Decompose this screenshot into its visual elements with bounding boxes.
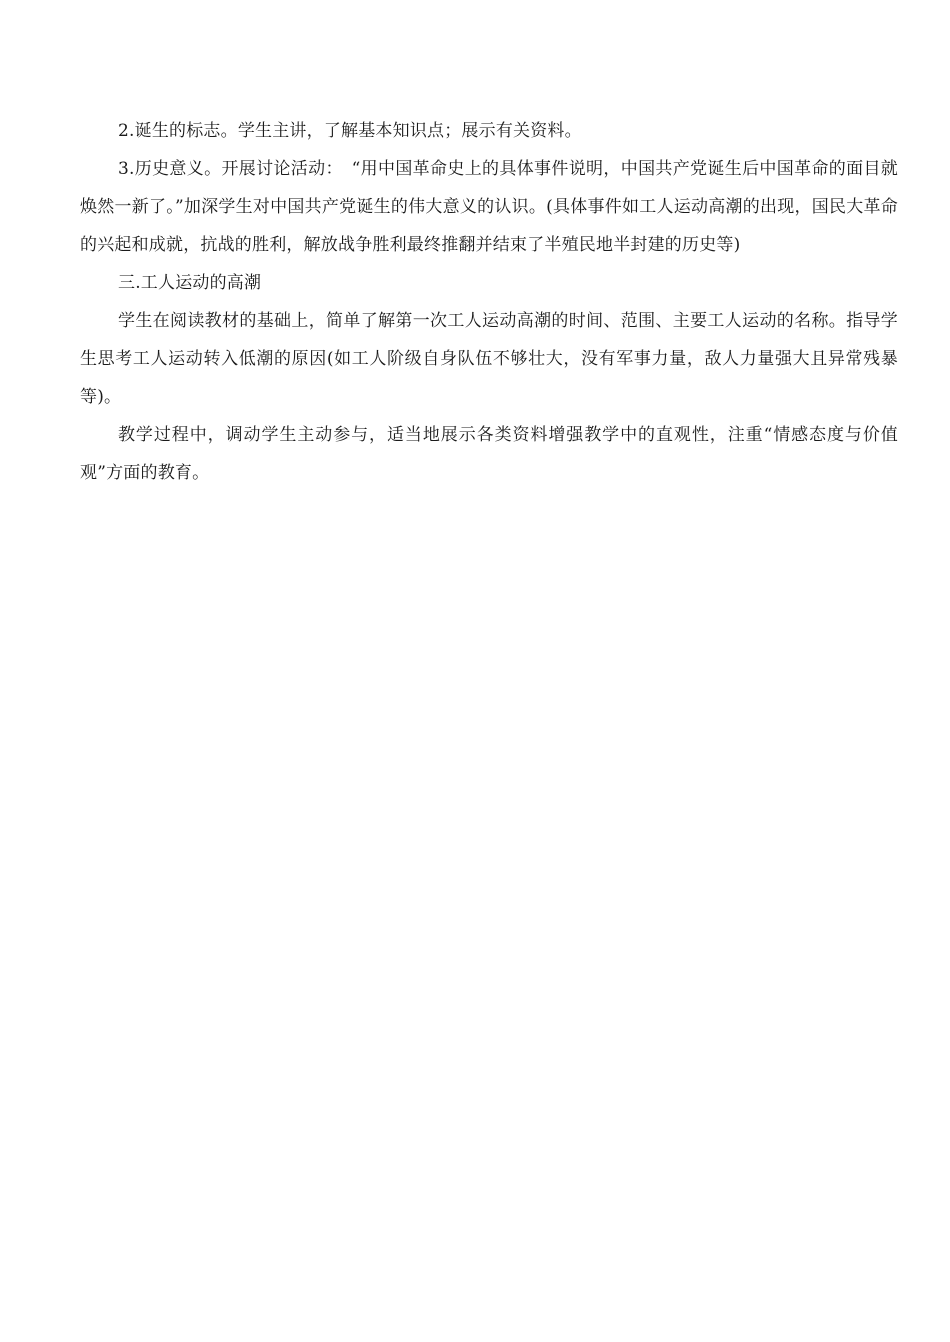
section-heading-workers-movement: 三.工人运动的高潮	[118, 273, 262, 293]
paragraph-teaching-process: 教学过程中，调动学生主动参与，适当地展示各类资料增强教学中的直观性，注重“情感态度与价值观”方面的教育。	[80, 425, 898, 483]
paragraph-workers-movement: 学生在阅读教材的基础上，简单了解第一次工人运动高潮的时间、范围、主要工人运动的名称。指导学生思考工人运动转入低潮的原因(如工人阶级自身队伍不够壮大，没有军事力量，敌人力量强大且异常残暴等)。	[80, 311, 898, 407]
paragraph-birth-symbol: 2.诞生的标志。学生主讲，了解基本知识点；展示有关资料。	[118, 121, 582, 141]
paragraph-historical-significance: 3.历史意义。开展讨论活动： “用中国革命史上的具体事件说明，中国共产党诞生后中国革命的面目就焕然一新了。”加深学生对中国共产党诞生的伟大意义的认识。(具体事件如工人运动高潮的出现，国民大革命的兴起和成就，抗战的胜利，解放战争胜利最终推翻并结束了半殖民地半封建的历史等)	[80, 159, 898, 255]
document-page	[80, 112, 898, 492]
